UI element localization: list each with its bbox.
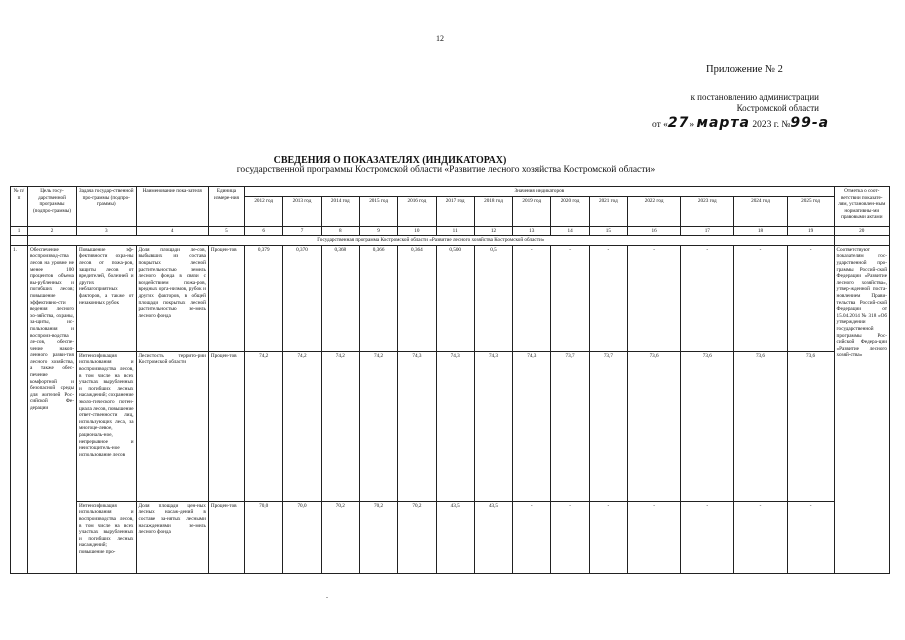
value-cell: - bbox=[513, 245, 551, 351]
header-no: № п/п bbox=[11, 187, 28, 227]
value-cell: 0,368 bbox=[321, 245, 359, 351]
value-cell: 70,2 bbox=[321, 501, 359, 573]
indicator-cell: Доля площади ле-сов, выбывших из состава покрытых лесной растительностью земель лесного фонда в связи с воздействием пожа-ров, вредных орга-низмов, рубок и других факторов, в общей площади покрытых лесной растительностью зе-мель лесного фонда bbox=[136, 245, 208, 351]
column-number: 13 bbox=[513, 226, 551, 236]
unit-cell: Процен-тов bbox=[208, 245, 244, 351]
column-number: 3 bbox=[76, 226, 136, 236]
value-cell: 73,6 bbox=[787, 351, 834, 501]
date-mid: » bbox=[689, 120, 695, 130]
program-row-spacer bbox=[11, 236, 28, 246]
handwritten-month: марта bbox=[696, 115, 750, 131]
value-cell: 43,5 bbox=[474, 501, 512, 573]
column-number: 15 bbox=[589, 226, 627, 236]
column-number: 17 bbox=[681, 226, 734, 236]
year-header: 2024 год bbox=[734, 196, 787, 226]
task-cell: Интенсификация использования и воспроизводства лесов, в том числе на всех участках вырубленных и погибших лесных насаждений; сохранение эколо-гического потен-циала лесов, повышение ответ-ственности лиц, использующих леса, за многоце-левое, рациональ-ное, непрерывное и неистощитель-ное использование лесов bbox=[76, 351, 136, 501]
value-cell: - bbox=[681, 245, 734, 351]
header-task: Задача государ-ственной про-граммы (подпро-граммы) bbox=[76, 187, 136, 227]
value-cell: 73,7 bbox=[551, 351, 589, 501]
year-header: 2021 год bbox=[589, 196, 627, 226]
value-cell: 70,2 bbox=[359, 501, 397, 573]
column-number: 7 bbox=[283, 226, 321, 236]
value-cell: 74,2 bbox=[283, 351, 321, 501]
year-header: 2014 год bbox=[321, 196, 359, 226]
value-cell: 0,364 bbox=[398, 245, 436, 351]
value-cell: - bbox=[787, 245, 834, 351]
unit-cell: Процен-тов bbox=[208, 351, 244, 501]
column-number: 5 bbox=[208, 226, 244, 236]
value-cell: - bbox=[734, 245, 787, 351]
value-cell: 73,6 bbox=[681, 351, 734, 501]
year-header: 2013 год bbox=[283, 196, 321, 226]
appendix-title: Приложение № 2 bbox=[706, 64, 783, 75]
year-header: 2023 год bbox=[681, 196, 734, 226]
value-cell: 74,2 bbox=[321, 351, 359, 501]
footer-mark: - bbox=[326, 595, 328, 601]
column-number: 1 bbox=[11, 226, 28, 236]
value-cell: - bbox=[787, 501, 834, 573]
value-cell: 0,379 bbox=[245, 245, 283, 351]
year-header: 2015 год bbox=[359, 196, 397, 226]
row-number: 1. bbox=[11, 245, 28, 573]
year-header: 2012 год bbox=[245, 196, 283, 226]
value-cell: 74,3 bbox=[474, 351, 512, 501]
value-cell: 74,2 bbox=[245, 351, 283, 501]
indicator-cell: Доля площади цен-ных лесных насаж-дений в составе за-нятых лесными насаждениями зе-мель лесного фонда bbox=[136, 501, 208, 573]
header-unit: Единица измере-ния bbox=[208, 187, 244, 227]
value-cell: - bbox=[681, 501, 734, 573]
decree-line-2: Костромской области bbox=[736, 103, 819, 113]
column-number: 20 bbox=[834, 226, 889, 236]
value-cell: 0,500 bbox=[436, 245, 474, 351]
table-row bbox=[11, 351, 890, 501]
document-subtitle: государственной программы Костромской области «Развитие лесного хозяйства Костромской области» bbox=[236, 165, 656, 175]
column-number: 14 bbox=[551, 226, 589, 236]
column-number: 4 bbox=[136, 226, 208, 236]
value-cell: 70,2 bbox=[398, 501, 436, 573]
header-values-group: Значения индикаторов bbox=[245, 187, 835, 197]
handwritten-day: 27 bbox=[667, 115, 690, 131]
column-number-row bbox=[11, 226, 890, 236]
value-cell: - bbox=[734, 501, 787, 573]
header-goal: Цель госу-дарственной программы (подпро-граммы) bbox=[28, 187, 77, 227]
unit-cell: Процен-тов bbox=[208, 501, 244, 573]
column-number: 8 bbox=[321, 226, 359, 236]
column-number: 2 bbox=[28, 226, 77, 236]
note-cell: Соответствуют показателям гос-ударственной про-граммы Россий-ской Федерации «Развитие лесного хозяйства», утвер-жденной поста-новлением Прави-тельства Россий-ской Федерации от 15.04.2014 № 318 «Об утверждении государственной программы Рос-сийской Федера-ции «Развитие лесного хозяй-ства» bbox=[834, 245, 889, 573]
column-number: 6 bbox=[245, 226, 283, 236]
value-cell: 74,3 bbox=[436, 351, 474, 501]
value-cell: - bbox=[589, 501, 627, 573]
task-cell: Интенсификация использования и воспроизводства лесов, в том числе на всех участках вырубленных и погибших лесных насаждений; повышение про- bbox=[76, 501, 136, 573]
column-number: 18 bbox=[734, 226, 787, 236]
value-cell: - bbox=[628, 245, 681, 351]
value-cell: 73,6 bbox=[628, 351, 681, 501]
handwritten-number: 99-а bbox=[790, 115, 830, 131]
year-header: 2019 год bbox=[513, 196, 551, 226]
value-cell: 70,0 bbox=[283, 501, 321, 573]
task-cell: Повышение эф-фективности охра-ны лесов от пожа-ров, защиты лесов от вредителей, болезней и других неблагоприятных факторов, а также от незаконных рубок bbox=[76, 245, 136, 351]
page-number: 12 bbox=[436, 34, 444, 43]
column-number: 10 bbox=[398, 226, 436, 236]
indicator-cell: Лесистость террито-рии Костромской области bbox=[136, 351, 208, 501]
value-cell: 73,6 bbox=[734, 351, 787, 501]
column-number: 16 bbox=[628, 226, 681, 236]
year-header: 2022 год bbox=[628, 196, 681, 226]
value-cell: 74,3 bbox=[513, 351, 551, 501]
value-cell: 0,370 bbox=[283, 245, 321, 351]
value-cell: 43,5 bbox=[436, 501, 474, 573]
date-year: 2023 г. № bbox=[752, 120, 791, 130]
year-header: 2025 год bbox=[787, 196, 834, 226]
value-cell: 70,0 bbox=[245, 501, 283, 573]
value-cell: - bbox=[551, 501, 589, 573]
table-row bbox=[11, 501, 890, 573]
program-row: Государственная программа Костромской области «Развитие лесного хозяйства Костромской области» bbox=[28, 236, 835, 246]
header-note: Отметка о соот-ветствии показате-лям, установлен-ным нормативны-ми правовыми актами bbox=[834, 187, 889, 227]
date-prefix: от « bbox=[652, 120, 668, 130]
value-cell: - bbox=[551, 245, 589, 351]
value-cell: 74,2 bbox=[359, 351, 397, 501]
decree-line-1: к постановлению администрации bbox=[690, 92, 819, 102]
header-indicator: Наименование пока-зателя bbox=[136, 187, 208, 227]
goal-cell: Обеспечение воспроизвод-ства лесов на уровне не менее 100 процентов объема вы-рубленных и погибших лесов; повышение эффективно-сти ведения лесного хо-зяйства, охраны, за-щиты, ис-пользования и воспроиз-водства ле-сов, обеспе-чение накоп-ленного разви-тия лесного хозяйства, а также обес-печение комфортной и безопасной среды для жителей Рос-сийской Фе-дерации bbox=[28, 245, 77, 573]
column-number: 12 bbox=[474, 226, 512, 236]
year-header: 2016 год bbox=[398, 196, 436, 226]
column-number: 11 bbox=[436, 226, 474, 236]
decree-date bbox=[652, 115, 829, 131]
column-number: 9 bbox=[359, 226, 397, 236]
value-cell: 74,3 bbox=[398, 351, 436, 501]
value-cell: - bbox=[589, 245, 627, 351]
value-cell: 0,5 bbox=[474, 245, 512, 351]
decree-reference bbox=[691, 92, 819, 114]
indicators-table bbox=[10, 186, 890, 574]
value-cell: 0,366 bbox=[359, 245, 397, 351]
value-cell: - bbox=[513, 501, 551, 573]
program-row-spacer bbox=[834, 236, 889, 246]
document-title: СВЕДЕНИЯ О ПОКАЗАТЕЛЯХ (ИНДИКАТОРАХ) bbox=[273, 155, 507, 166]
column-number: 19 bbox=[787, 226, 834, 236]
value-cell: 73,7 bbox=[589, 351, 627, 501]
year-header: 2020 год bbox=[551, 196, 589, 226]
year-header: 2017 год bbox=[436, 196, 474, 226]
value-cell: - bbox=[628, 501, 681, 573]
table-row bbox=[11, 245, 890, 351]
year-header: 2018 год bbox=[474, 196, 512, 226]
